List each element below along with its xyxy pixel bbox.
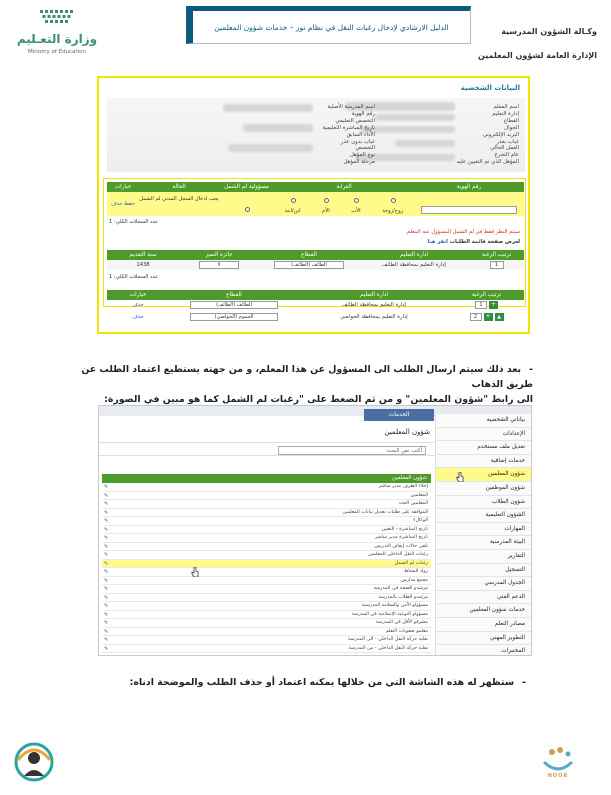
instruction-line — [73, 362, 533, 392]
list-item-label: المعلمين — [410, 492, 428, 498]
list-item[interactable] — [102, 500, 431, 509]
col-id: رقم الهوية — [456, 184, 482, 190]
label: الجوال — [504, 124, 519, 131]
list-item-label: مرشدو الطلاب بالمدرسة — [378, 594, 428, 600]
reunion-warning: سيتم النظر فقط في لم الشمل المسؤول عنه المعلم. — [405, 229, 520, 235]
dept-cell: إدارة التعليم بمحافظة الطائف — [382, 262, 446, 268]
instruction-paragraph-2 — [86, 675, 526, 690]
delete-link[interactable]: حذف — [132, 314, 144, 320]
click-here-link[interactable]: انقر هنا — [427, 239, 448, 245]
sidebar-item[interactable]: الجدول المدرسي — [436, 577, 531, 591]
radio-label: الأب — [351, 208, 361, 214]
instruction-text: ستظهر له هذه الشاشة التي من خلالها يمكنه اعتماد أو حذف الطلب والموضحة ادناه: — [129, 677, 515, 688]
search-bar — [99, 442, 434, 456]
list-item-label: مجمع مدارس — [400, 577, 428, 583]
list-item[interactable] — [102, 611, 431, 620]
edit-icon[interactable]: ✎ — [104, 620, 109, 626]
col-options: خيارات — [114, 184, 132, 190]
radio-mother[interactable] — [322, 196, 330, 216]
sidebar-item[interactable]: الشؤون التعليمية — [436, 509, 531, 523]
list-item-label: إخلاء الطرف مدير مباشر — [378, 484, 428, 489]
agency-block — [478, 20, 597, 68]
bullet: - — [522, 677, 526, 688]
edit-icon[interactable]: ✎ — [104, 560, 109, 567]
list-item-label: مشرفو الأقل في المدرسة — [375, 620, 428, 625]
dept-cell: إدارة التعليم بمحافظة الطائف — [342, 302, 406, 308]
wish-row — [107, 312, 524, 322]
label: رقم الهوية — [351, 110, 375, 117]
sidebar-item[interactable]: مصادر التعلم — [436, 618, 531, 632]
tab-services[interactable]: الخدمات — [364, 409, 434, 421]
sector-field[interactable]: الجموم (الخواصي) — [190, 313, 278, 321]
col-sector: القطاع — [226, 292, 242, 298]
radio-father[interactable] — [351, 196, 360, 216]
sidebar-item[interactable]: التسجيل — [436, 564, 531, 578]
ministry-emblem-icon — [38, 8, 78, 28]
edit-icon[interactable]: ✎ — [104, 645, 109, 652]
sidebar-item[interactable]: التقارير — [436, 550, 531, 564]
edit-icon[interactable]: ✎ — [104, 518, 109, 524]
list-item[interactable] — [102, 551, 431, 560]
list-item-label: تاريخ المباشرة - التعيين — [381, 526, 428, 532]
list-item[interactable] — [102, 534, 431, 543]
sidebar-item[interactable]: خدمات إضافية — [436, 455, 531, 469]
col-year: سنة التقديم — [129, 252, 157, 258]
label: إدارة التعليم — [492, 110, 519, 117]
history-row — [107, 260, 524, 270]
col-rank: ترتيب الرغبة — [471, 292, 502, 298]
rank-field[interactable]: 1 — [490, 261, 504, 269]
label: مرحلة المؤهل — [343, 159, 375, 166]
list-item[interactable] — [102, 645, 431, 654]
relations-row — [107, 192, 524, 216]
department-name: الإدارة العامة لشؤون المعلمين — [478, 51, 597, 60]
sidebar-item[interactable]: التطوير المهني — [436, 632, 531, 646]
list-item[interactable] — [102, 560, 431, 569]
label: الأداء السابق — [346, 131, 375, 138]
label: نوع المؤهل — [349, 152, 375, 159]
award-field[interactable]: لا — [199, 261, 239, 269]
edit-icon[interactable]: ✎ — [104, 543, 109, 550]
list-item-label: معلمو صعوبات التعلم — [385, 628, 428, 634]
ministry-name-en: Ministry of Education — [27, 49, 86, 55]
edit-icon[interactable]: ✎ — [104, 526, 109, 533]
list-item[interactable] — [102, 568, 431, 577]
col-award: جائزة التميز — [205, 252, 233, 258]
screenshot-personal-data — [97, 76, 530, 334]
responsibility-radio[interactable] — [245, 207, 250, 212]
col-relation: القرابة — [336, 184, 352, 190]
list-item-label: الموافقة على طلبات تعديل بيانات المعلمين — [342, 509, 428, 515]
sector-field[interactable]: الطائف (الطائف) — [190, 301, 278, 309]
label: العمل الحالي — [489, 145, 519, 152]
edit-icon[interactable]: ✎ — [104, 603, 109, 609]
sidebar — [435, 414, 531, 655]
sidebar-item[interactable]: الدعم الفني — [436, 591, 531, 605]
label: غياب بدون عذر — [340, 138, 375, 145]
edit-icon[interactable]: ✎ — [104, 501, 109, 507]
sidebar-item[interactable]: شؤون المعلمين — [436, 468, 531, 482]
label: القطاع — [503, 117, 519, 124]
list-item[interactable] — [102, 594, 431, 603]
list-item[interactable] — [102, 483, 431, 492]
instruction-paragraph-1 — [73, 362, 533, 407]
records-total: عدد السجلات الكلي: 1 — [109, 219, 159, 225]
list-item-label: تلقي حالات إيقاف التدريس — [374, 543, 428, 549]
instruction-line — [86, 675, 526, 690]
screenshot-teacher-affairs — [98, 405, 532, 656]
labels-left — [323, 104, 375, 166]
list-item-label: مسؤولو التوعية الإسلامية في المدرسة — [351, 611, 428, 617]
radio-label: زوج/زوجة — [382, 208, 404, 214]
search-input[interactable]: أكتب نص البحث — [278, 446, 426, 455]
relations-header-row — [107, 182, 524, 192]
show-list-text — [428, 237, 520, 247]
list-item-label: مرشدو الصحة في المدرسة — [373, 586, 428, 591]
labels-right — [457, 104, 519, 166]
edit-icon[interactable]: ✎ — [104, 552, 109, 558]
year-cell: 1438 — [136, 262, 150, 268]
delete-link[interactable]: حذف — [111, 201, 123, 207]
list-item[interactable] — [102, 492, 431, 501]
sector-field[interactable]: الطائف (الطائف) — [274, 261, 344, 269]
label: البريد الإلكتروني — [482, 131, 519, 138]
sidebar-item[interactable]: بياناتي الشخصية — [436, 414, 531, 428]
list-item-label: نقلية حركة النقل الداخلي - من المدرسة — [348, 645, 428, 651]
edit-icon[interactable]: ✎ — [104, 492, 109, 499]
radio-spouse[interactable] — [382, 196, 403, 216]
sidebar-item[interactable]: خدمات شؤون المعلمين — [436, 604, 531, 618]
edit-icon[interactable]: ✎ — [104, 586, 109, 592]
list-item[interactable] — [102, 526, 431, 535]
bullet: - — [529, 364, 533, 375]
list-item-label: الوكالء — [413, 518, 428, 523]
label: التخصص التعليمي — [335, 117, 375, 124]
add-icon[interactable]: + — [485, 313, 491, 320]
id-input[interactable] — [421, 206, 517, 214]
list-item[interactable] — [102, 628, 431, 637]
label: تاريخ المباشرة التعليمية — [322, 124, 375, 131]
list-item[interactable] — [102, 636, 431, 645]
personal-data-title: البيانات الشخصية — [460, 84, 520, 92]
list-item[interactable] — [102, 543, 431, 552]
show-list-label: لعرض صفحة قائمة الطلبات — [449, 239, 520, 245]
edit-icon[interactable]: ✎ — [104, 509, 109, 516]
list-item-label: رغبات لم الشمل — [394, 560, 428, 566]
ministry-logo — [8, 8, 106, 60]
radio-child[interactable] — [285, 196, 301, 216]
list-header: شؤون المعلمين — [102, 474, 431, 483]
sidebar-item[interactable]: شؤون الموظفين — [436, 482, 531, 496]
label: اسم المدرسة الأصلية — [327, 104, 375, 110]
personal-data-panel — [107, 98, 525, 172]
ministry-name-ar: وزارة التعـليم — [16, 32, 98, 46]
sidebar-item[interactable]: المختبرات — [436, 645, 531, 656]
radio-label: الأم — [322, 208, 330, 214]
section-title: شؤون المعلمين — [384, 428, 430, 436]
hand-cursor-icon — [456, 472, 464, 482]
noor-logo — [538, 742, 578, 782]
sidebar-item[interactable]: تعديل ملف مستخدم — [436, 441, 531, 455]
label: التخصص — [355, 145, 375, 152]
add-icon[interactable]: + — [490, 301, 497, 308]
label: اسم المعلم — [493, 104, 519, 110]
instruction-text: بعد ذلك سيتم ارسال الطلب الى المسؤول عن هذا المعلم، و من جهته يستطيع اعتماد الطلب عن طريق الذهاب — [81, 364, 533, 390]
school-affairs-logo-icon — [12, 738, 56, 782]
noor-label: NOOR — [547, 773, 569, 779]
save-link[interactable]: حفظ — [124, 201, 135, 207]
edit-icon[interactable]: ✎ — [104, 577, 109, 584]
agency-name: وكـالة الشؤون المدرسية — [501, 27, 597, 36]
history-header-row — [107, 250, 524, 260]
list-item-label: رغبات النقل الداخلي للمعلمين — [368, 552, 428, 557]
list-item[interactable] — [102, 577, 431, 586]
list-item[interactable] — [102, 509, 431, 518]
list-item[interactable] — [102, 619, 431, 628]
services-list — [102, 483, 431, 653]
list-item-label: رواد النشاط — [403, 569, 428, 574]
edit-icon[interactable]: ✎ — [104, 535, 109, 541]
edit-icon[interactable]: ✎ — [104, 628, 109, 635]
col-dept: ادارة التعليم — [360, 292, 388, 298]
delete-link[interactable]: حذف — [132, 302, 144, 308]
list-item[interactable] — [102, 602, 431, 611]
records-total-2: عدد السجلات الكلي: 1 — [109, 274, 159, 280]
list-item-label: تاريخ المباشرة مدير مباشر — [375, 535, 428, 540]
label: المؤهل الذي تم التعيين عليه — [456, 159, 519, 166]
noor-emblem-icon — [538, 742, 578, 774]
radio-label: ابن/ابنة — [284, 208, 301, 214]
edit-icon[interactable]: ✎ — [104, 611, 109, 618]
wish-row — [107, 300, 524, 310]
guide-title-band — [186, 6, 471, 44]
dept-cell: إدارة التعليم بمحافظة الخواصي — [340, 314, 408, 320]
col-responsibility: مسؤولية لم الشمل — [224, 184, 269, 190]
move-up-icon[interactable]: ▲ — [495, 313, 504, 321]
list-item-label: مسؤولو الأمن والسلامة المدرسية — [361, 603, 428, 608]
hand-cursor-icon — [191, 567, 199, 577]
sidebar-item[interactable]: المهارات — [436, 523, 531, 537]
label: غياب بعذر — [496, 138, 519, 145]
col-state: الحالة — [172, 184, 186, 190]
sidebar-item[interactable]: البيئة المدرسية — [436, 536, 531, 550]
col-options: خيارات — [129, 292, 147, 298]
col-sector: القطاع — [301, 252, 317, 258]
edit-icon[interactable]: ✎ — [104, 569, 109, 575]
list-item[interactable] — [102, 517, 431, 526]
col-dept: ادارة التعليم — [400, 252, 428, 258]
state-note: يجب ادخال السجل المدني لم الشمل — [139, 196, 219, 202]
instruction-line: الى رابط "شؤون المعلمين" و من ثم الضغط على "رغبات لم الشمل كما هو مبين في الصورة: — [104, 394, 533, 405]
rank-field[interactable]: 2 — [470, 313, 482, 321]
wishes-header-row — [107, 290, 524, 300]
label: عام التخرج — [494, 152, 519, 159]
rank-field[interactable]: 1 — [475, 301, 487, 309]
list-item-label: المعلمين الجدد — [398, 501, 428, 506]
edit-icon[interactable]: ✎ — [104, 484, 109, 490]
col-rank: ترتيب الرغبة — [481, 252, 512, 258]
sidebar-item[interactable]: شؤون الطلاب — [436, 496, 531, 510]
sidebar-item[interactable]: الإعدادات — [436, 428, 531, 442]
list-item[interactable] — [102, 585, 431, 594]
guide-title: الدليل الارشادي لإدخال رغبات النقل في نظام نور – خدمات شؤون المعلمين — [214, 23, 449, 32]
edit-icon[interactable]: ✎ — [104, 637, 109, 643]
list-item-label: نقلية حركة النقل الداخلي - الى المدرسة — [348, 637, 428, 642]
edit-icon[interactable]: ✎ — [104, 594, 109, 601]
main-panel — [99, 418, 434, 655]
